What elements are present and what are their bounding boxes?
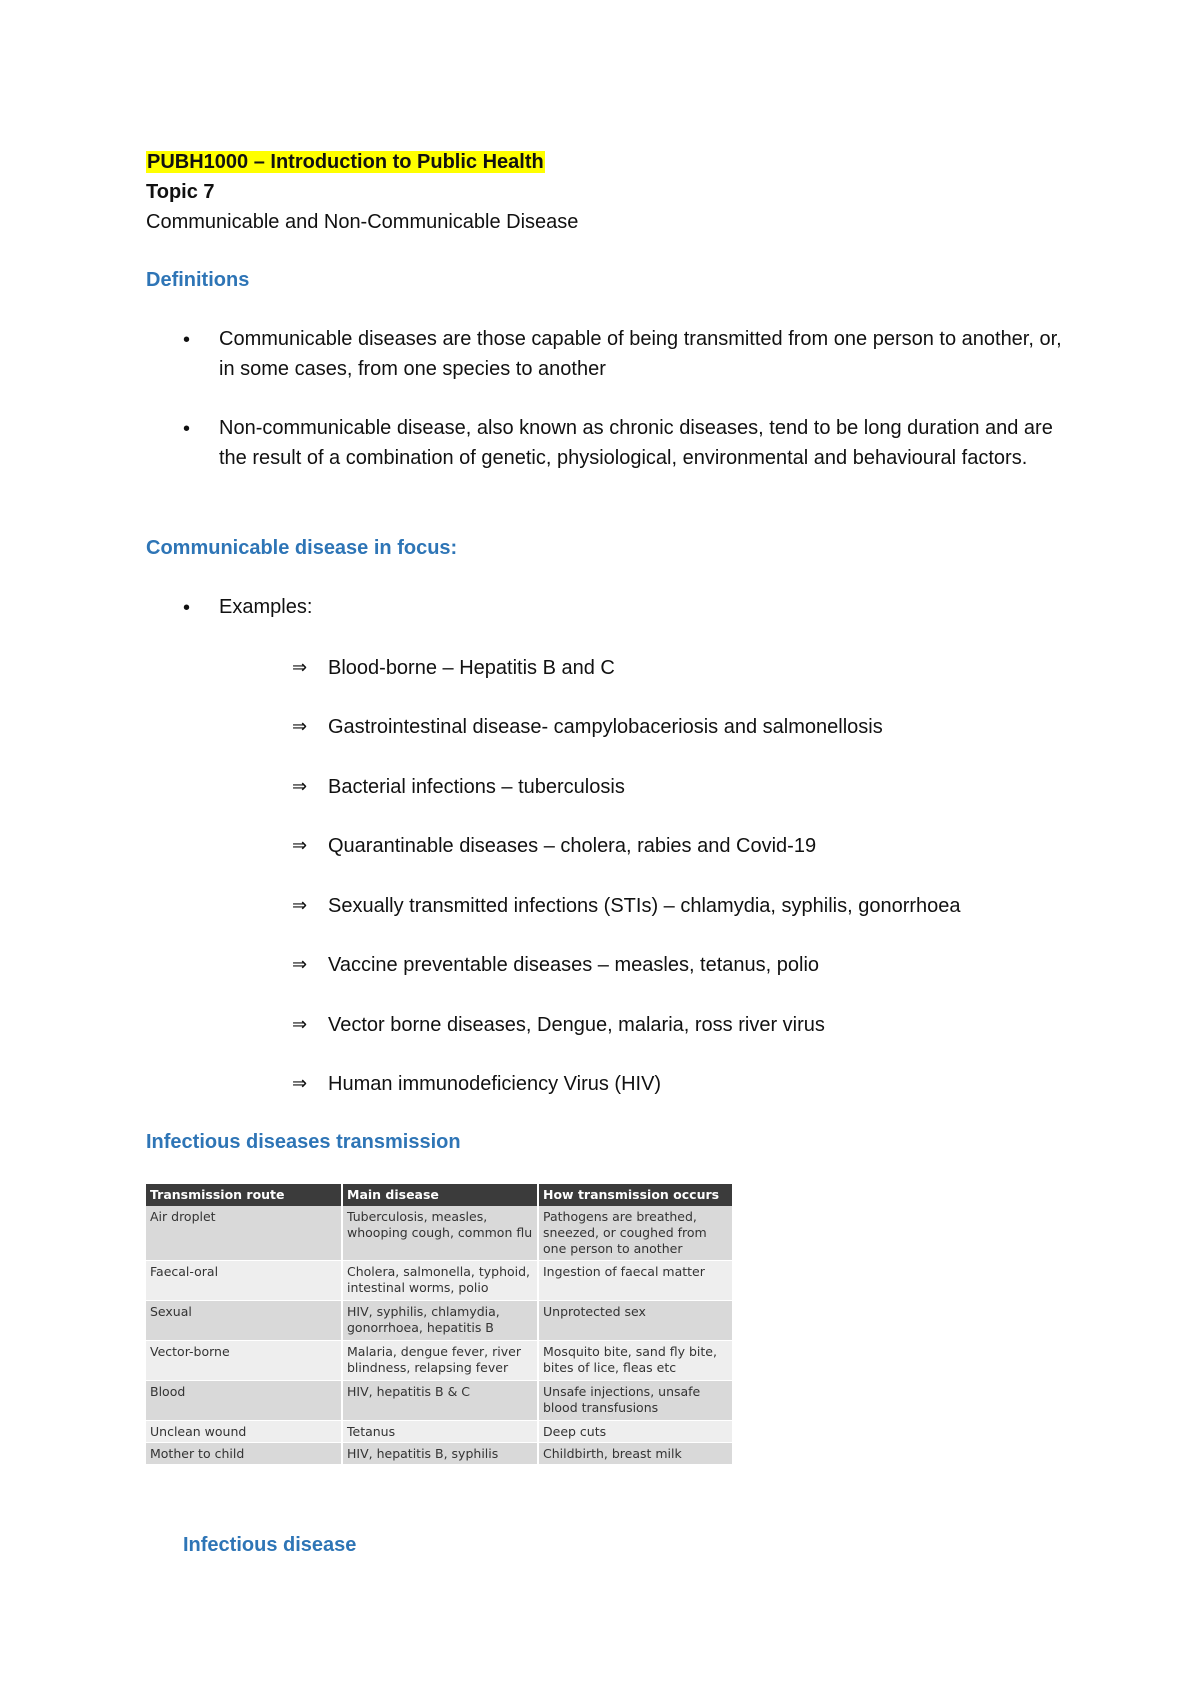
arrow-icon: ⇒ [292,1014,308,1035]
table-row [146,1442,732,1464]
arrow-icon: ⇒ [292,716,308,737]
table-cell: Blood [146,1380,342,1420]
column-header: Main disease [342,1184,538,1206]
table-cell: Unsafe injections, unsafe blood transfusions [538,1380,732,1420]
table-cell: Air droplet [146,1206,342,1260]
table-cell: Unclean wound [146,1420,342,1442]
table-cell: Mosquito bite, sand fly bite, bites of lice, fleas etc [538,1340,732,1380]
example-item: Gastrointestinal disease- campylobaceriosis and salmonellosis [328,716,883,738]
table-cell: HIV, hepatitis B, syphilis [342,1442,538,1464]
table-cell: HIV, syphilis, chlamydia, gonorrhoea, hepatitis B [342,1300,538,1340]
arrow-icon: ⇒ [292,657,308,678]
column-header: How transmission occurs [538,1184,732,1206]
example-item: Sexually transmitted infections (STIs) – chlamydia, syphilis, gonorrhoea [328,895,961,917]
definition-communicable: Communicable diseases are those capable of being transmitted from one person to another, or, in some cases, from one species to another [219,328,1062,380]
bullet-icon: • [183,329,191,351]
course-title: PUBH1000 – Introduction to Public Health [147,151,544,173]
table-cell: Deep cuts [538,1420,732,1442]
arrow-icon: ⇒ [292,835,308,856]
table-cell: Unprotected sex [538,1300,732,1340]
table-row [146,1300,732,1340]
arrow-icon: ⇒ [292,1073,308,1094]
table-cell: Tuberculosis, measles, whooping cough, common flu [342,1206,538,1260]
arrow-icon: ⇒ [292,895,308,916]
focus-heading: Communicable disease in focus: [146,537,458,559]
table-row [146,1260,732,1300]
bullet-icon: • [183,597,191,619]
table-cell: Cholera, salmonella, typhoid, intestinal worms, polio [342,1260,538,1300]
bullet-icon: • [183,418,191,440]
definition-non-communicable: Non-communicable disease, also known as chronic diseases, tend to be long duration and are the result of a combination of genetic, physiological, environmental and behavioural factors. [219,417,1053,469]
arrow-icon: ⇒ [292,954,308,975]
table-row [146,1380,732,1420]
example-item: Bacterial infections – tuberculosis [328,776,625,798]
example-item: Blood-borne – Hepatitis B and C [328,657,615,679]
transmission-table [146,1184,732,1465]
table-cell: Ingestion of faecal matter [538,1260,732,1300]
column-header: Transmission route [146,1184,342,1206]
example-item: Vaccine preventable diseases – measles, tetanus, polio [328,954,820,976]
table-cell: Mother to child [146,1442,342,1464]
table-cell: Vector-borne [146,1340,342,1380]
example-item: Vector borne diseases, Dengue, malaria, ross river virus [328,1014,825,1036]
arrow-icon: ⇒ [292,776,308,797]
table-cell: Malaria, dengue fever, river blindness, relapsing fever [342,1340,538,1380]
examples-label: Examples: [219,596,313,618]
table-cell: Faecal-oral [146,1260,342,1300]
table-cell: HIV, hepatitis B & C [342,1380,538,1420]
example-item: Quarantinable diseases – cholera, rabies and Covid-19 [328,835,817,857]
topic-subtitle: Communicable and Non-Communicable Disease [146,211,579,233]
table-row [146,1206,732,1260]
table-cell: Tetanus [342,1420,538,1442]
table-header-row [146,1184,732,1206]
table-row [146,1340,732,1380]
table-cell: Childbirth, breast milk [538,1442,732,1464]
table-cell: Pathogens are breathed, sneezed, or coughed from one person to another [538,1206,732,1260]
infectious-disease-heading: Infectious disease [183,1534,357,1556]
topic-label: Topic 7 [146,181,215,203]
definitions-heading: Definitions [146,269,250,291]
transmission-heading: Infectious diseases transmission [146,1131,461,1153]
table-row [146,1420,732,1442]
example-item: Human immunodeficiency Virus (HIV) [328,1073,662,1095]
table-cell: Sexual [146,1300,342,1340]
